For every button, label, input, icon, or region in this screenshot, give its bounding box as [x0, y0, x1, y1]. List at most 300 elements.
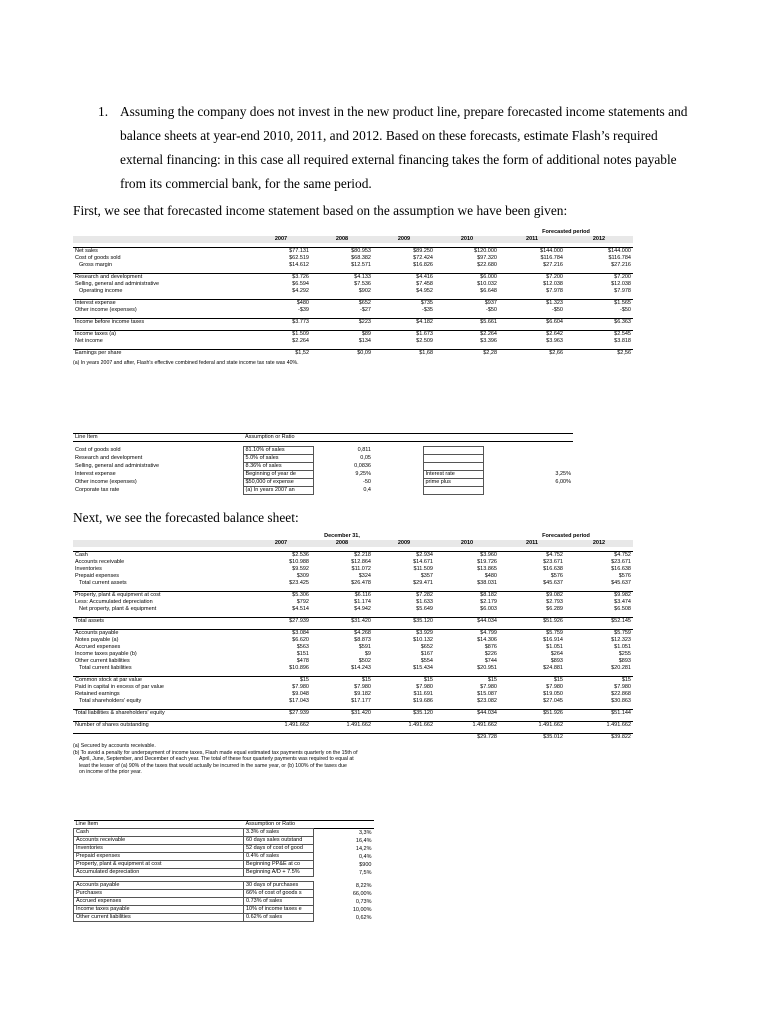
- table-row: [73, 338, 633, 345]
- assumption-text: 0.73% of sales: [244, 898, 314, 906]
- row-value: $44.034: [435, 618, 499, 626]
- row-value: $19.686: [413, 698, 433, 704]
- row-value: $27.939: [251, 710, 311, 718]
- row-value: $20.951: [477, 665, 497, 671]
- assumption-item: Cost of goods sold: [75, 447, 121, 453]
- row-value: $35.012: [499, 734, 565, 742]
- row-value: $554: [420, 658, 433, 664]
- assumption-text: 66% of cost of goods s: [244, 890, 314, 898]
- row-value: $16.914: [543, 637, 563, 643]
- row-value: $4.133: [311, 274, 373, 282]
- bal-assump-header-item: Line Item: [74, 821, 244, 829]
- balance-assumptions: [73, 820, 374, 922]
- assumption-row: [74, 853, 374, 861]
- row-label: Accounts receivable: [75, 559, 125, 565]
- inc-assump-header-item: Line Item: [73, 434, 243, 442]
- balance-forecast-label: Forecasted period: [542, 533, 590, 539]
- assumption-row: [74, 906, 374, 914]
- row-value: $3.084: [251, 630, 311, 638]
- row-value: $4.182: [373, 319, 435, 327]
- assumption-value: 0,811: [357, 447, 371, 453]
- row-value: $2.264: [435, 331, 499, 339]
- row-value: $2.218: [311, 552, 373, 560]
- row-value: $2.264: [292, 338, 309, 344]
- row-label: Earnings per share: [73, 350, 251, 358]
- assumption-row: [74, 845, 374, 853]
- assumption-item: Other income (expenses): [75, 479, 137, 485]
- assumption-value: 66,00%: [352, 890, 372, 897]
- row-value: $6.003: [480, 606, 497, 612]
- assumption-text: Beginning PP&E at co: [244, 861, 314, 869]
- row-value: $893: [550, 658, 563, 664]
- assumption-item: Income taxes payable: [74, 906, 244, 914]
- row-value: $744: [484, 658, 497, 664]
- assumption-row: [74, 829, 374, 837]
- row-value: $735: [373, 300, 435, 308]
- row-value: $15: [565, 677, 633, 685]
- row-value: $255: [618, 651, 631, 657]
- assumption-extra-label: [423, 462, 483, 470]
- row-label: Research and development: [73, 274, 251, 282]
- row-value: $68.382: [351, 255, 371, 261]
- row-value: $1.051: [614, 644, 631, 650]
- row-value: $9.182: [354, 691, 371, 697]
- table-row: [73, 710, 633, 718]
- row-value: $44.034: [435, 710, 499, 718]
- assumption-row: [73, 470, 573, 478]
- row-value: $4.952: [416, 288, 433, 294]
- row-value: $1.509: [251, 331, 311, 339]
- assumption-value: 0,4%: [358, 853, 372, 860]
- row-value: $3.773: [251, 319, 311, 327]
- row-value: $1.633: [416, 599, 433, 605]
- table-row: [73, 559, 633, 566]
- row-value: $38.031: [477, 580, 497, 586]
- row-value: $2,66: [499, 350, 565, 358]
- row-value: $6.289: [546, 606, 563, 612]
- row-label: Cost of goods sold: [75, 255, 121, 261]
- row-value: $5.649: [416, 606, 433, 612]
- row-value: $16.638: [543, 566, 563, 572]
- row-value: $6.648: [480, 288, 497, 294]
- table-row: [73, 684, 633, 691]
- row-value: $11.072: [351, 566, 371, 572]
- row-label: Income before income taxes: [73, 319, 251, 327]
- balance-note-line: April, June, September, and December of each year. The total of these four quarterly payments was required to equal at: [79, 756, 354, 762]
- assumption-value: 7,5%: [358, 869, 372, 876]
- row-value: $16.826: [413, 262, 433, 268]
- row-value: $31.420: [311, 618, 373, 626]
- row-value: $27.939: [251, 618, 311, 626]
- assumption-value: 16,4%: [355, 837, 372, 844]
- row-value: $3.963: [546, 338, 563, 344]
- row-label: Net income: [75, 338, 103, 344]
- row-value: [373, 734, 435, 742]
- row-value: [311, 734, 373, 742]
- row-label: Net property, plant & equipment: [79, 606, 157, 612]
- row-value: $167: [420, 651, 433, 657]
- row-label: Property, plant & equipment at cost: [73, 592, 251, 600]
- assumption-row: [73, 446, 573, 454]
- row-label: Other income (expenses): [75, 307, 137, 313]
- assumption-extra-value: [513, 462, 573, 470]
- assumption-item: Prepaid expenses: [74, 853, 244, 861]
- row-value: $9.048: [292, 691, 309, 697]
- row-value: $357: [420, 573, 433, 579]
- assumption-row: [73, 486, 573, 494]
- row-value: $12.038: [543, 281, 563, 287]
- row-value: $10.032: [477, 281, 497, 287]
- assumption-item: Accumulated depreciation: [74, 869, 244, 877]
- row-value: $77.131: [251, 248, 311, 256]
- assumption-value: 0,0836: [354, 463, 371, 469]
- row-value: $151: [296, 651, 309, 657]
- row-value: $89: [311, 331, 373, 339]
- assumption-extra-value: [513, 446, 573, 454]
- row-value: $5.306: [251, 592, 311, 600]
- row-value: $27.045: [543, 698, 563, 704]
- row-value: $14.671: [413, 559, 433, 565]
- table-row: [73, 618, 633, 626]
- table-row: [73, 734, 633, 742]
- row-value: $7.458: [416, 281, 433, 287]
- row-value: $116.784: [540, 255, 563, 261]
- row-value: $2.545: [565, 331, 633, 339]
- row-value: -$35: [421, 307, 433, 313]
- row-value: $2.536: [251, 552, 311, 560]
- question-text: Assuming the company does not invest in the new product line, prepare forecasted income statements and balance sheets at year-end 2010, 2011, and 2012. Based on these forecasts, estimate Flash’s required external financing: in this case all required external financing takes the form of additional notes payable from its commercial bank, for the same period.: [120, 104, 688, 191]
- row-label: Prepaid expenses: [75, 573, 120, 579]
- row-value: $4.514: [292, 606, 309, 612]
- table-row: [73, 599, 633, 606]
- row-label: Total current assets: [79, 580, 127, 586]
- row-value: $309: [296, 573, 309, 579]
- table-row: [73, 331, 633, 339]
- table-row: [73, 630, 633, 638]
- row-value: $563: [296, 644, 309, 650]
- row-value: $89.250: [373, 248, 435, 256]
- balance-notes: [73, 743, 373, 776]
- question-block: [98, 100, 698, 196]
- row-value: $576: [618, 573, 631, 579]
- assumption-extra-label: [423, 446, 483, 454]
- assumption-value: 9,25%: [355, 471, 371, 477]
- income-statement: [73, 229, 633, 367]
- row-value: $8.182: [435, 592, 499, 600]
- year-header: 2010: [435, 236, 499, 243]
- row-value: [251, 734, 311, 742]
- table-row: [73, 307, 633, 314]
- income-forecast-label: Forecasted period: [542, 229, 590, 235]
- row-value: $62.519: [289, 255, 309, 261]
- balance-note-line: on income of the prior year.: [79, 769, 142, 775]
- row-label: Paid in capital in excess of par value: [75, 684, 164, 690]
- year-header: 2012: [565, 540, 633, 547]
- year-header: 2010: [435, 540, 499, 547]
- row-value: $2.793: [546, 599, 563, 605]
- row-label: Inventories: [75, 566, 102, 572]
- row-value: -$27: [359, 307, 371, 313]
- year-header: 2011: [499, 540, 565, 547]
- row-value: -$50: [485, 307, 497, 313]
- row-value: $576: [550, 573, 563, 579]
- row-value: $1,68: [373, 350, 435, 358]
- row-value: $31.420: [311, 710, 373, 718]
- row-value: $1.051: [546, 644, 563, 650]
- table-row: [73, 677, 633, 685]
- row-label: Retained earnings: [75, 691, 120, 697]
- row-value: $3.818: [614, 338, 631, 344]
- row-value: $792: [296, 599, 309, 605]
- row-value: $19.726: [477, 559, 497, 565]
- table-row: [73, 658, 633, 665]
- row-value: $1.323: [499, 300, 565, 308]
- row-value: $52.145: [565, 618, 633, 626]
- row-value: $10.896: [289, 665, 309, 671]
- assumption-item: Property, plant & equipment at cost: [74, 861, 244, 869]
- table-row: [73, 665, 633, 672]
- balance-intro: Next, we see the forecasted balance sheet:: [73, 510, 299, 525]
- assumption-text: 3.3% of sales: [244, 829, 314, 837]
- assumption-extra-value: 3,25%: [555, 471, 571, 477]
- row-value: $7.980: [480, 684, 497, 690]
- row-value: $13.865: [477, 566, 497, 572]
- assumption-text: 5.0% of sales: [243, 454, 313, 462]
- table-row: [73, 552, 633, 560]
- row-label: Gross margin: [79, 262, 113, 268]
- assumption-row: [74, 869, 374, 877]
- row-value: $7.200: [499, 274, 565, 282]
- assumption-row: [74, 898, 374, 906]
- assumption-extra-label: [423, 454, 483, 462]
- year-header: 2009: [373, 540, 435, 547]
- table-row: [73, 566, 633, 573]
- row-value: $502: [358, 658, 371, 664]
- assumption-value: 8,22%: [355, 882, 372, 889]
- row-value: $144.000: [565, 248, 633, 256]
- assumption-extra-label: Interest rate: [423, 470, 483, 478]
- year-header: 2008: [311, 540, 373, 547]
- row-value: $116.784: [608, 255, 631, 261]
- table-row: [73, 300, 633, 308]
- row-value: $97.320: [477, 255, 497, 261]
- assumption-extra-label: prime plus: [423, 478, 483, 486]
- table-row: [73, 606, 633, 613]
- assumption-value: $900: [359, 861, 372, 868]
- row-value: $14.243: [351, 665, 371, 671]
- row-value: $0,09: [311, 350, 373, 358]
- assumption-extra-value: [513, 486, 573, 494]
- row-label: Common stock at par value: [73, 677, 251, 685]
- table-row: [73, 274, 633, 282]
- income-assumptions: [73, 433, 573, 495]
- row-value: $15: [311, 677, 373, 685]
- table-row: [73, 248, 633, 256]
- row-value: $6.604: [499, 319, 565, 327]
- table-row: [73, 262, 633, 269]
- row-value: $4.799: [435, 630, 499, 638]
- assumption-text: 30 days of purchases: [244, 882, 314, 890]
- assumption-text: 81.10% of sales: [243, 446, 313, 454]
- row-value: $134: [358, 338, 371, 344]
- assumption-text: $50,000 of expense: [243, 478, 313, 486]
- row-value: $652: [311, 300, 373, 308]
- row-value: $23.082: [477, 698, 497, 704]
- year-header: 2012: [565, 236, 633, 243]
- table-row: [73, 722, 633, 730]
- row-value: $324: [358, 573, 371, 579]
- row-value: $24.881: [543, 665, 563, 671]
- row-value: $23.671: [611, 559, 631, 565]
- row-value: 1.491.662: [311, 722, 373, 730]
- assumption-extra-value: [513, 454, 573, 462]
- assumption-text: 8.36% of sales: [243, 462, 313, 470]
- row-value: $20.281: [611, 665, 631, 671]
- row-value: $5.661: [435, 319, 499, 327]
- row-label: Operating income: [79, 288, 123, 294]
- row-value: $7.980: [614, 684, 631, 690]
- row-value: $3.929: [373, 630, 435, 638]
- row-value: $26.478: [351, 580, 371, 586]
- bal-assump-header-ratio: Assumption or Ratio: [244, 821, 314, 829]
- row-label: Cash: [73, 552, 251, 560]
- row-value: $2,28: [435, 350, 499, 358]
- table-row: [73, 573, 633, 580]
- row-label: Interest expense: [73, 300, 251, 308]
- row-value: $22.868: [611, 691, 631, 697]
- row-value: $15.434: [413, 665, 433, 671]
- row-value: $80.953: [311, 248, 373, 256]
- year-header: 2011: [499, 236, 565, 243]
- row-value: $223: [311, 319, 373, 327]
- row-value: $6.620: [292, 637, 309, 643]
- balance-note-line: least the lesser of (a) 90% of the taxes that would actually be incurred in the same year, or (b) 100% of the taxes due: [79, 762, 347, 769]
- assumption-text: 52 days of cost of good: [244, 845, 314, 853]
- row-value: $893: [618, 658, 631, 664]
- table-row: [73, 698, 633, 705]
- row-value: $14.612: [289, 262, 309, 268]
- row-value: -$50: [619, 307, 631, 313]
- assumption-value: 0,62%: [355, 914, 372, 921]
- assumption-extra-label: [423, 486, 483, 494]
- balance-sheet: [73, 533, 633, 776]
- row-value: $4.268: [311, 630, 373, 638]
- row-value: $7.980: [416, 684, 433, 690]
- row-value: 1.491.662: [565, 722, 633, 730]
- row-value: $4.416: [373, 274, 435, 282]
- row-value: $30.863: [611, 698, 631, 704]
- row-value: $12.323: [611, 637, 631, 643]
- row-value: $11.509: [413, 566, 433, 572]
- assumption-text: Beginning of year de: [243, 470, 313, 478]
- row-value: $3.396: [480, 338, 497, 344]
- row-value: $15: [435, 677, 499, 685]
- row-value: $2.642: [499, 331, 565, 339]
- inc-assump-header-ratio: Assumption or Ratio: [243, 434, 313, 442]
- row-value: 1.491.662: [435, 722, 499, 730]
- row-value: $6.000: [435, 274, 499, 282]
- assumption-item: Interest expense: [75, 471, 116, 477]
- table-row: [73, 580, 633, 587]
- assumption-item: Purchases: [74, 890, 244, 898]
- row-label: Less: Accumulated depreciation: [75, 599, 153, 605]
- row-value: $9.082: [499, 592, 565, 600]
- assumption-item: Accrued expenses: [74, 898, 244, 906]
- row-value: $652: [420, 644, 433, 650]
- assumption-item: Selling, general and administrative: [75, 463, 160, 469]
- row-value: $51.926: [499, 710, 565, 718]
- row-label: Total current liabilities: [79, 665, 132, 671]
- assumption-item: Accounts receivable: [74, 837, 244, 845]
- row-value: $1.565: [565, 300, 633, 308]
- income-intro: First, we see that forecasted income statement based on the assumption we have been given:: [73, 203, 568, 218]
- assumption-item: Research and development: [75, 455, 143, 461]
- table-row: [73, 651, 633, 658]
- row-value: $4.752: [565, 552, 633, 560]
- row-value: $12.864: [351, 559, 371, 565]
- row-value: $15.087: [477, 691, 497, 697]
- row-value: $15: [251, 677, 311, 685]
- row-value: $4.292: [292, 288, 309, 294]
- row-value: $4.752: [499, 552, 565, 560]
- row-value: 1.491.662: [499, 722, 565, 730]
- row-value: 1.491.662: [373, 722, 435, 730]
- year-header: 2007: [251, 540, 311, 547]
- assumption-extra-value: 6,00%: [555, 479, 571, 485]
- row-value: $22.680: [477, 262, 497, 268]
- assumption-text: 60 days sales outstand: [244, 837, 314, 845]
- row-value: $480: [251, 300, 311, 308]
- assumption-row: [74, 882, 374, 890]
- row-value: $7.980: [292, 684, 309, 690]
- assumption-row: [73, 478, 573, 486]
- row-value: $51.926: [499, 618, 565, 626]
- row-value: $10.132: [413, 637, 433, 643]
- row-value: $1.673: [373, 331, 435, 339]
- assumption-value: 3,3%: [358, 829, 372, 836]
- assumption-item: Other current liabilities: [74, 914, 244, 922]
- row-value: $35.120: [373, 710, 435, 718]
- row-value: $15: [499, 677, 565, 685]
- row-value: $144.000: [499, 248, 565, 256]
- row-value: $8.873: [354, 637, 371, 643]
- row-value: $2,56: [565, 350, 633, 358]
- row-value: $10.988: [289, 559, 309, 565]
- row-value: $51.144: [565, 710, 633, 718]
- row-value: $15: [373, 677, 435, 685]
- assumption-item: Inventories: [74, 845, 244, 853]
- balance-note-line: (b) To avoid a penalty for underpayment of income taxes, Flash made equal estimated tax payments quarterly on the 15th of: [73, 749, 358, 756]
- row-value: $1.174: [354, 599, 371, 605]
- assumption-row: [74, 861, 374, 869]
- row-label: [73, 734, 251, 742]
- row-value: $17.043: [289, 698, 309, 704]
- row-value: $6.508: [614, 606, 631, 612]
- row-value: $45.637: [611, 580, 631, 586]
- assumption-value: 0,4: [363, 487, 371, 493]
- row-value: $23.425: [289, 580, 309, 586]
- row-value: $7.282: [373, 592, 435, 600]
- row-value: $16.638: [611, 566, 631, 572]
- row-value: $264: [550, 651, 563, 657]
- row-value: $7.978: [546, 288, 563, 294]
- row-value: $6.116: [311, 592, 373, 600]
- row-value: $12.571: [351, 262, 371, 268]
- row-label: Income taxes payable (b): [75, 651, 137, 657]
- row-label: Income taxes (a): [73, 331, 251, 339]
- row-label: Total shareholders' equity: [79, 698, 142, 704]
- row-value: $23.671: [543, 559, 563, 565]
